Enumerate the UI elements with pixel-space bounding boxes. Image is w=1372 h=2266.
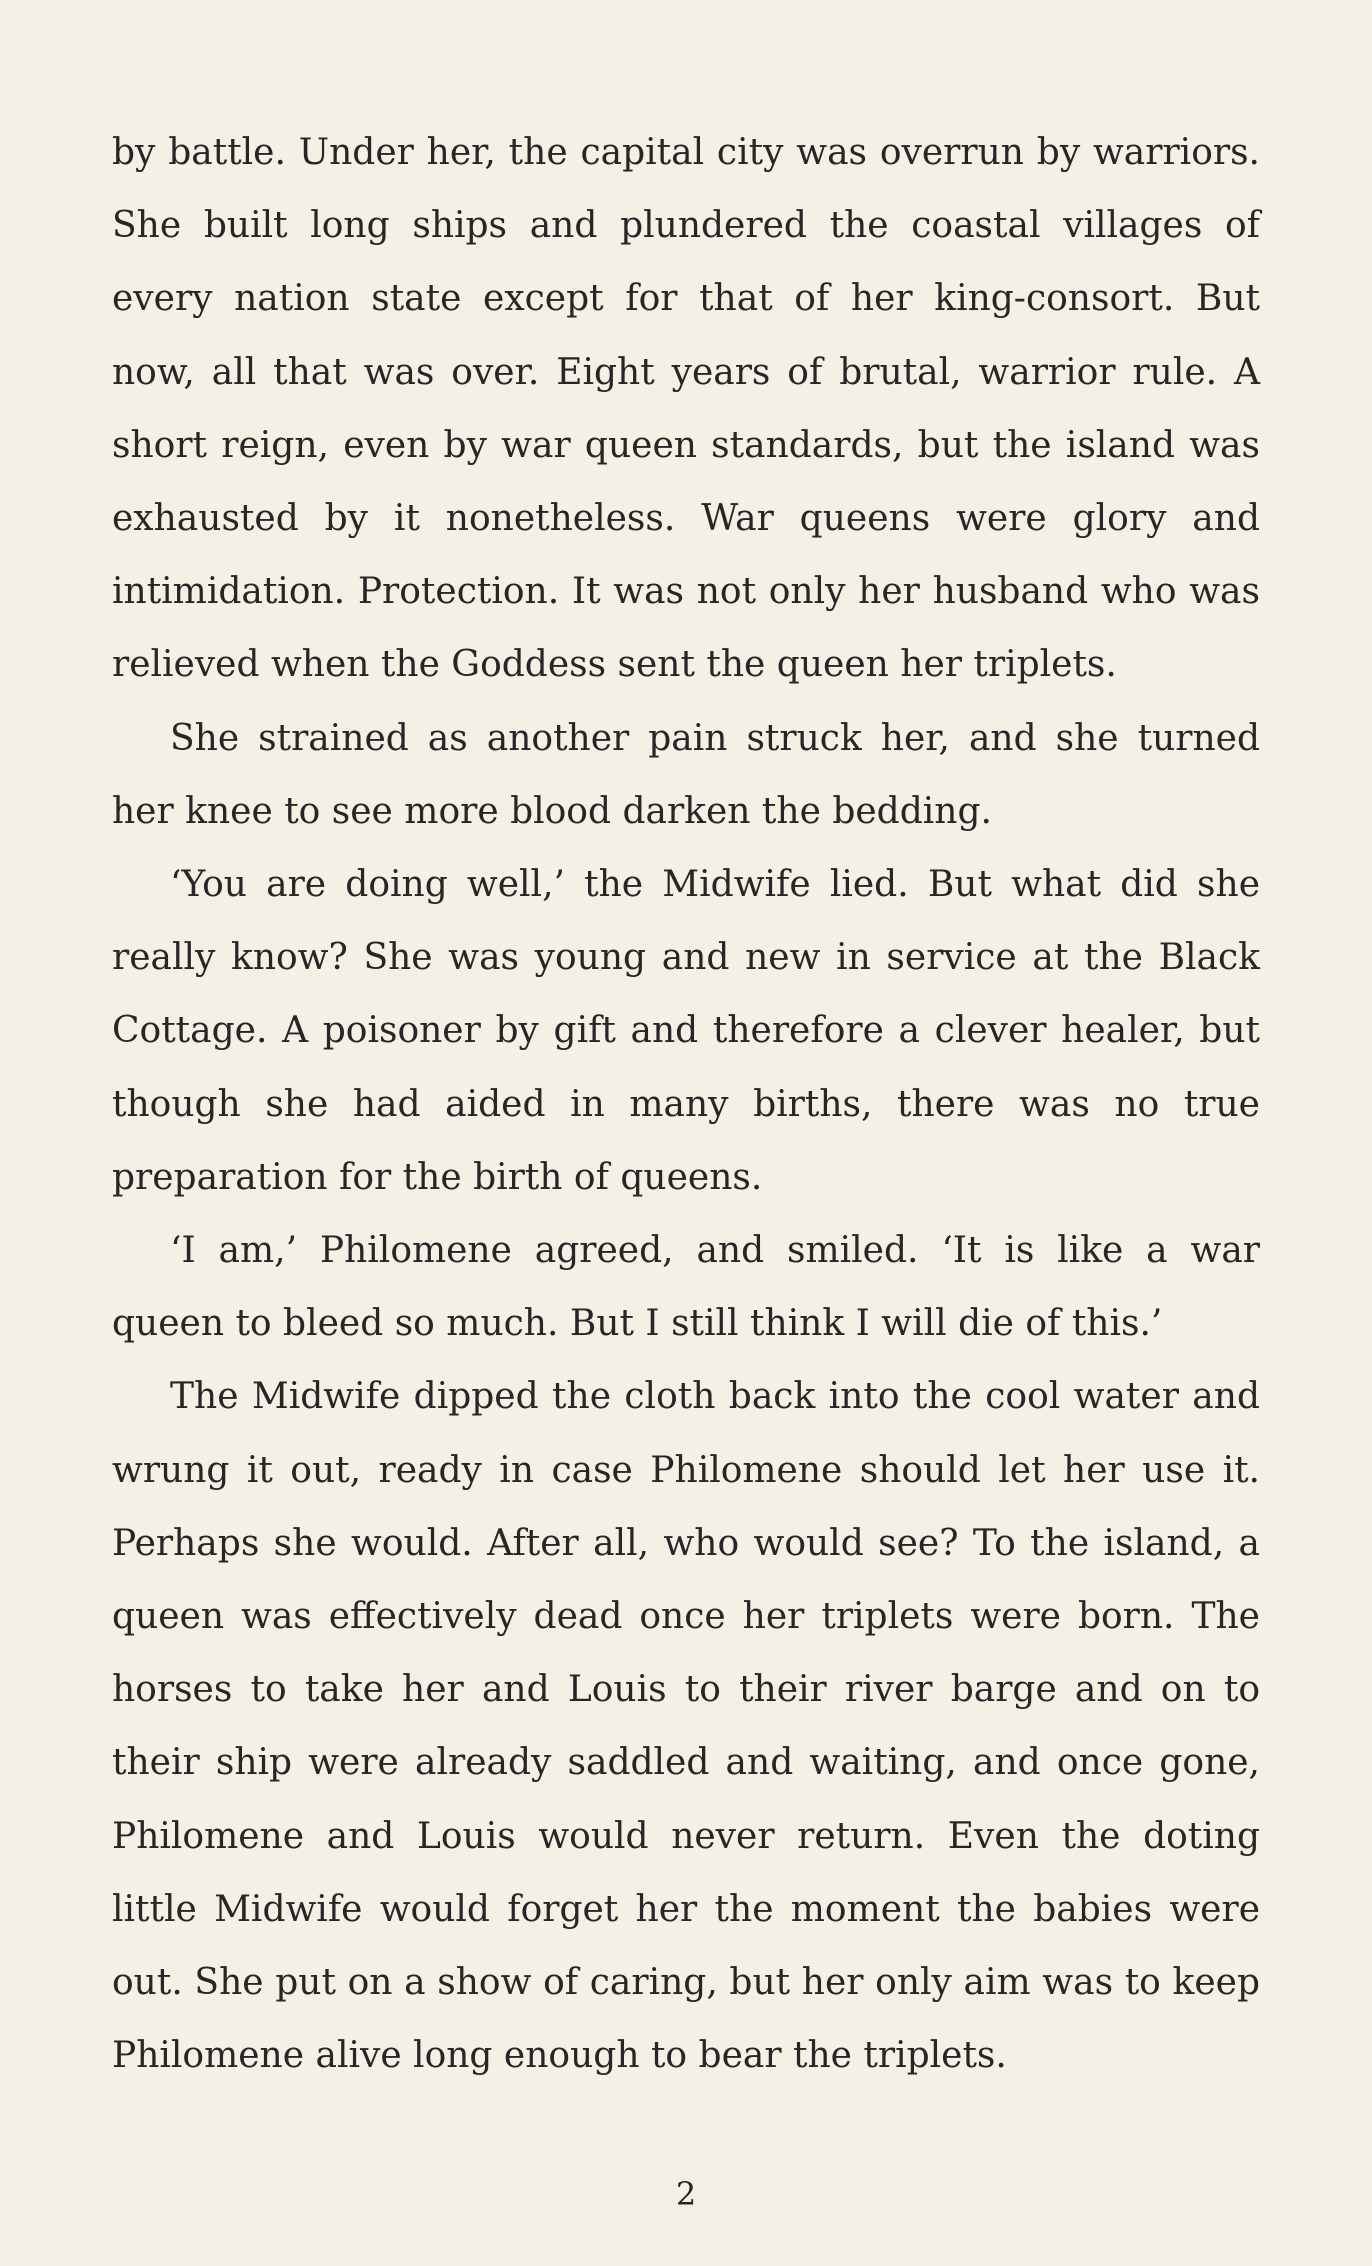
page-number: 2 — [675, 2175, 697, 2213]
body-text — [112, 116, 1260, 2092]
paragraph-3: ‘You are doing well,’ the Midwife lied. But what did she really know? She was young and new in service at the Black Cottage. A poisoner by gift and therefore a clever healer, but though she had aided in many births, there was no true preparation for the birth of queens. — [112, 864, 1260, 1198]
paragraph-2: She strained as another pain struck her, and she turned her knee to see more blood darken the bedding. — [112, 717, 1260, 832]
paragraph-4: ‘I am,’ Philomene agreed, and smiled. ‘It is like a war queen to bleed so much. But I still think I will die of this.’ — [112, 1230, 1260, 1345]
paragraph-5: The Midwife dipped the cloth back into the cool water and wrung it out, ready in case Philomene should let her use it. Perhaps she would. After all, who would see? To the island, a queen was effectively dead once her triplets were born. The horses to take her and Louis to their river barge and on to their ship were already saddled and waiting, and once gone, Philomene and Louis would never return. Even the doting little Midwife would forget her the moment the babies were out. She put on a show of caring, but her only aim was to keep Philomene alive long enough to bear the triplets. — [112, 1376, 1260, 2077]
paragraph-1: by battle. Under her, the capital city was overrun by warriors. She built long ships and plundered the coastal villages of every nation state except for that of her king-consort. But now, all that was over. Eight years of brutal, warrior rule. A short reign, even by war queen standards, but the island was exhausted by it nonetheless. War queens were glory and intimidation. Protection. It was not only her husband who was relieved when the Goddess sent the queen her triplets. — [112, 132, 1260, 686]
